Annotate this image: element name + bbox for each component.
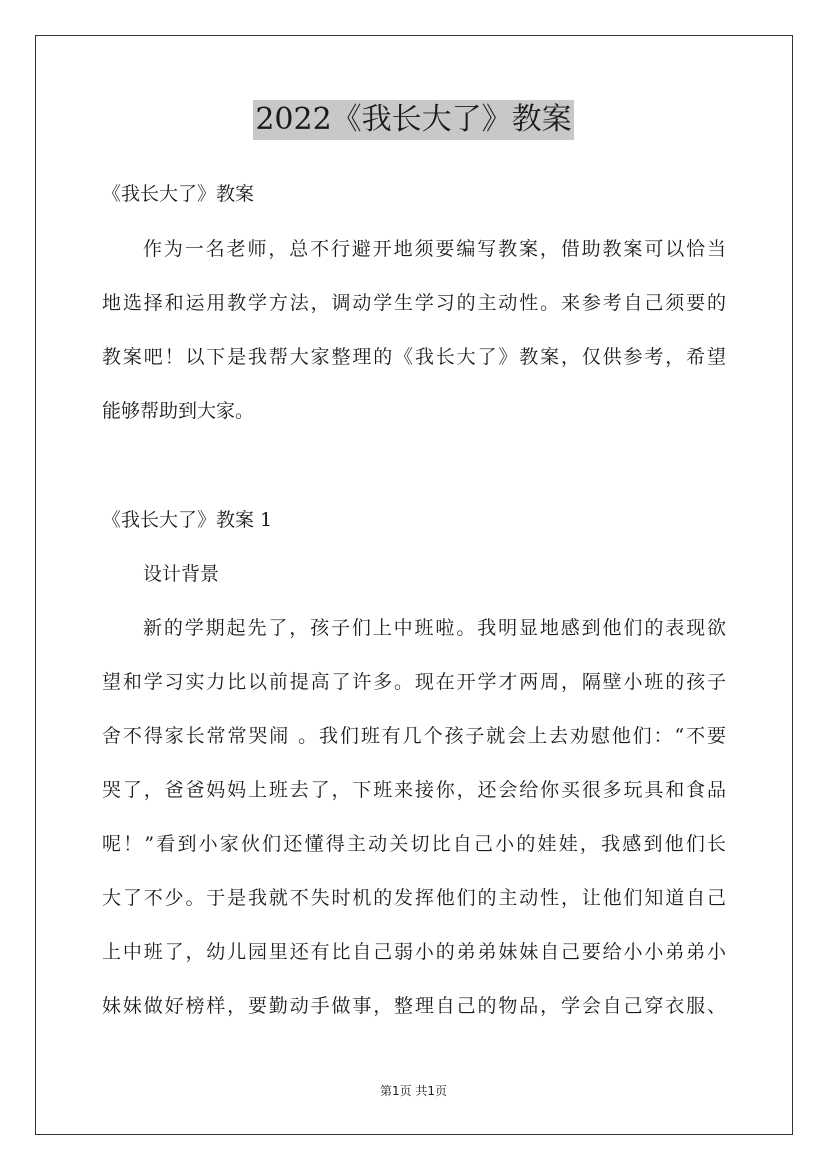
- body-line: 上中班了，幼儿园里还有比自己弱小的弟弟妹妹自己要给小小弟弟小: [102, 941, 726, 963]
- intro-line: 教案吧！以下是我帮大家整理的《我长大了》教案，仅供参考，希望: [102, 346, 726, 368]
- body-line: 舍不得家长常常哭闹 。我们班有几个孩子就会上去劝慰他们：“不要: [102, 725, 726, 747]
- body-line: 呢！”看到小家伙们还懂得主动关切比自己小的娃娃，我感到他们长: [102, 833, 726, 855]
- section-heading: 《我长大了》教案 1: [102, 509, 273, 531]
- document-title: 2022《我长大了》教案: [253, 100, 573, 140]
- title-container: [0, 100, 827, 140]
- intro-line: 地选择和运用教学方法，调动学生学习的主动性。来参考自己须要的: [102, 292, 726, 314]
- body-line: 新的学期起先了，孩子们上中班啦。我明显地感到他们的表现欲: [143, 617, 726, 639]
- intro-line: 作为一名老师，总不行避开地须要编写教案，借助教案可以恰当: [143, 238, 726, 260]
- body-line: 望和学习实力比以前提高了许多。现在开学才两周，隔壁小班的孩子: [102, 671, 726, 693]
- document-subtitle: 《我长大了》教案: [102, 183, 255, 205]
- section-subheading: 设计背景: [143, 563, 220, 585]
- body-line: 哭了，爸爸妈妈上班去了，下班来接你，还会给你买很多玩具和食品: [102, 779, 726, 801]
- intro-line: 能够帮助到大家。: [102, 400, 255, 422]
- body-line: 大了不少。于是我就不失时机的发挥他们的主动性，让他们知道自己: [102, 887, 726, 909]
- body-line: 妹妹做好榜样，要勤动手做事，整理自己的物品，学会自己穿衣服、: [102, 995, 726, 1017]
- page-footer: 第1页 共1页: [379, 1084, 448, 1098]
